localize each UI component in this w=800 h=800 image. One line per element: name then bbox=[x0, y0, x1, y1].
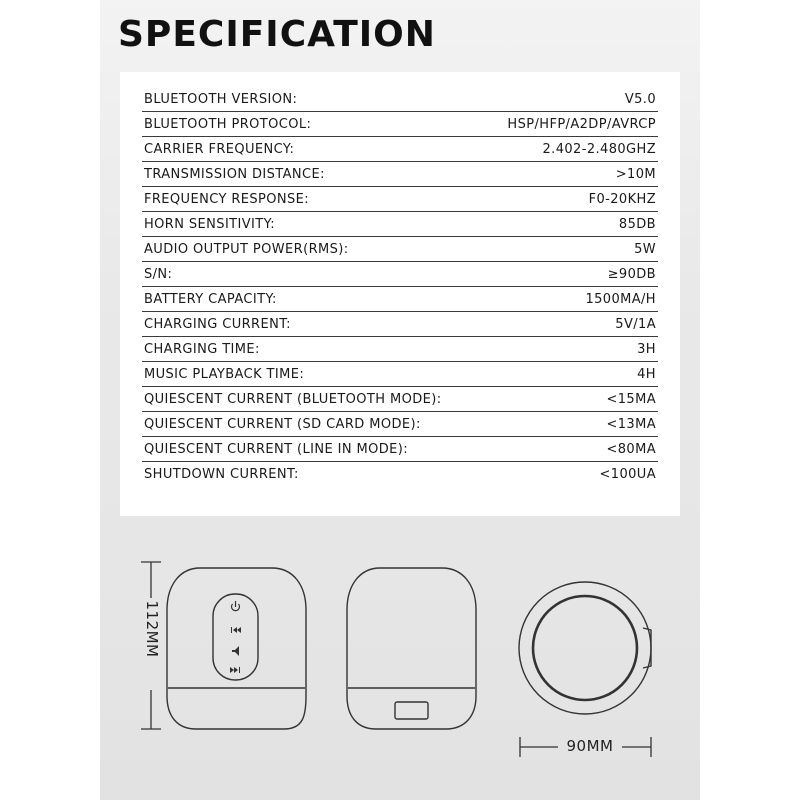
spec-value: 2.402-2.480GHZ bbox=[542, 141, 656, 157]
spec-label: CHARGING CURRENT: bbox=[144, 316, 291, 332]
spec-value: ≥90DB bbox=[607, 266, 656, 282]
width-dimension-label: 90MM bbox=[566, 737, 614, 755]
spec-value: HSP/HFP/A2DP/AVRCP bbox=[507, 116, 656, 132]
spec-label: FREQUENCY RESPONSE: bbox=[144, 191, 310, 207]
spec-row bbox=[142, 462, 658, 487]
spec-row bbox=[142, 437, 658, 462]
spec-value: 1500MA/H bbox=[585, 291, 656, 307]
spec-row bbox=[142, 412, 658, 437]
spec-value: <100UA bbox=[599, 467, 656, 482]
spec-row bbox=[142, 237, 658, 262]
spec-row bbox=[142, 312, 658, 337]
spec-row bbox=[142, 387, 658, 412]
spec-label: AUDIO OUTPUT POWER(RMS): bbox=[144, 241, 349, 257]
spec-label: HORN SENSITIVITY: bbox=[144, 216, 276, 232]
spec-value: V5.0 bbox=[624, 91, 656, 107]
spec-row bbox=[142, 162, 658, 187]
spec-label: QUIESCENT CURRENT (LINE IN MODE): bbox=[144, 441, 409, 457]
spec-value: <13MA bbox=[606, 416, 656, 432]
spec-value: 4H bbox=[637, 366, 656, 382]
spec-row bbox=[142, 137, 658, 162]
spec-label: BLUETOOTH VERSION: bbox=[144, 91, 298, 107]
spec-label: SHUTDOWN CURRENT: bbox=[144, 467, 299, 482]
spec-label: MUSIC PLAYBACK TIME: bbox=[144, 366, 305, 382]
spec-label: S/N: bbox=[144, 266, 173, 282]
page-title: SPECIFICATION bbox=[118, 14, 436, 55]
spec-value: 85DB bbox=[618, 216, 656, 232]
spec-table bbox=[142, 87, 658, 487]
spec-value: <80MA bbox=[606, 441, 656, 457]
spec-value: 3H bbox=[637, 341, 656, 357]
spec-label: CARRIER FREQUENCY: bbox=[144, 141, 295, 157]
spec-card bbox=[120, 72, 680, 516]
spec-row bbox=[142, 262, 658, 287]
spec-row bbox=[142, 87, 658, 112]
spec-value: F0-20KHZ bbox=[588, 191, 656, 207]
spec-label: BLUETOOTH PROTOCOL: bbox=[144, 116, 312, 132]
height-dimension-label: 112MM bbox=[143, 600, 161, 658]
spec-label: BATTERY CAPACITY: bbox=[144, 291, 277, 307]
spec-value: <15MA bbox=[606, 391, 656, 407]
spec-label: TRANSMISSION DISTANCE: bbox=[144, 166, 325, 182]
spec-row bbox=[142, 187, 658, 212]
spec-row bbox=[142, 287, 658, 312]
spec-row bbox=[142, 362, 658, 387]
spec-label: CHARGING TIME: bbox=[144, 341, 260, 357]
spec-value: >10M bbox=[615, 166, 656, 182]
spec-label: QUIESCENT CURRENT (BLUETOOTH MODE): bbox=[144, 391, 442, 407]
spec-row bbox=[142, 212, 658, 237]
spec-row bbox=[142, 112, 658, 137]
spec-value: 5V/1A bbox=[615, 316, 656, 332]
spec-value: 5W bbox=[634, 241, 656, 257]
spec-label: QUIESCENT CURRENT (SD CARD MODE): bbox=[144, 416, 421, 432]
spec-row bbox=[142, 337, 658, 362]
